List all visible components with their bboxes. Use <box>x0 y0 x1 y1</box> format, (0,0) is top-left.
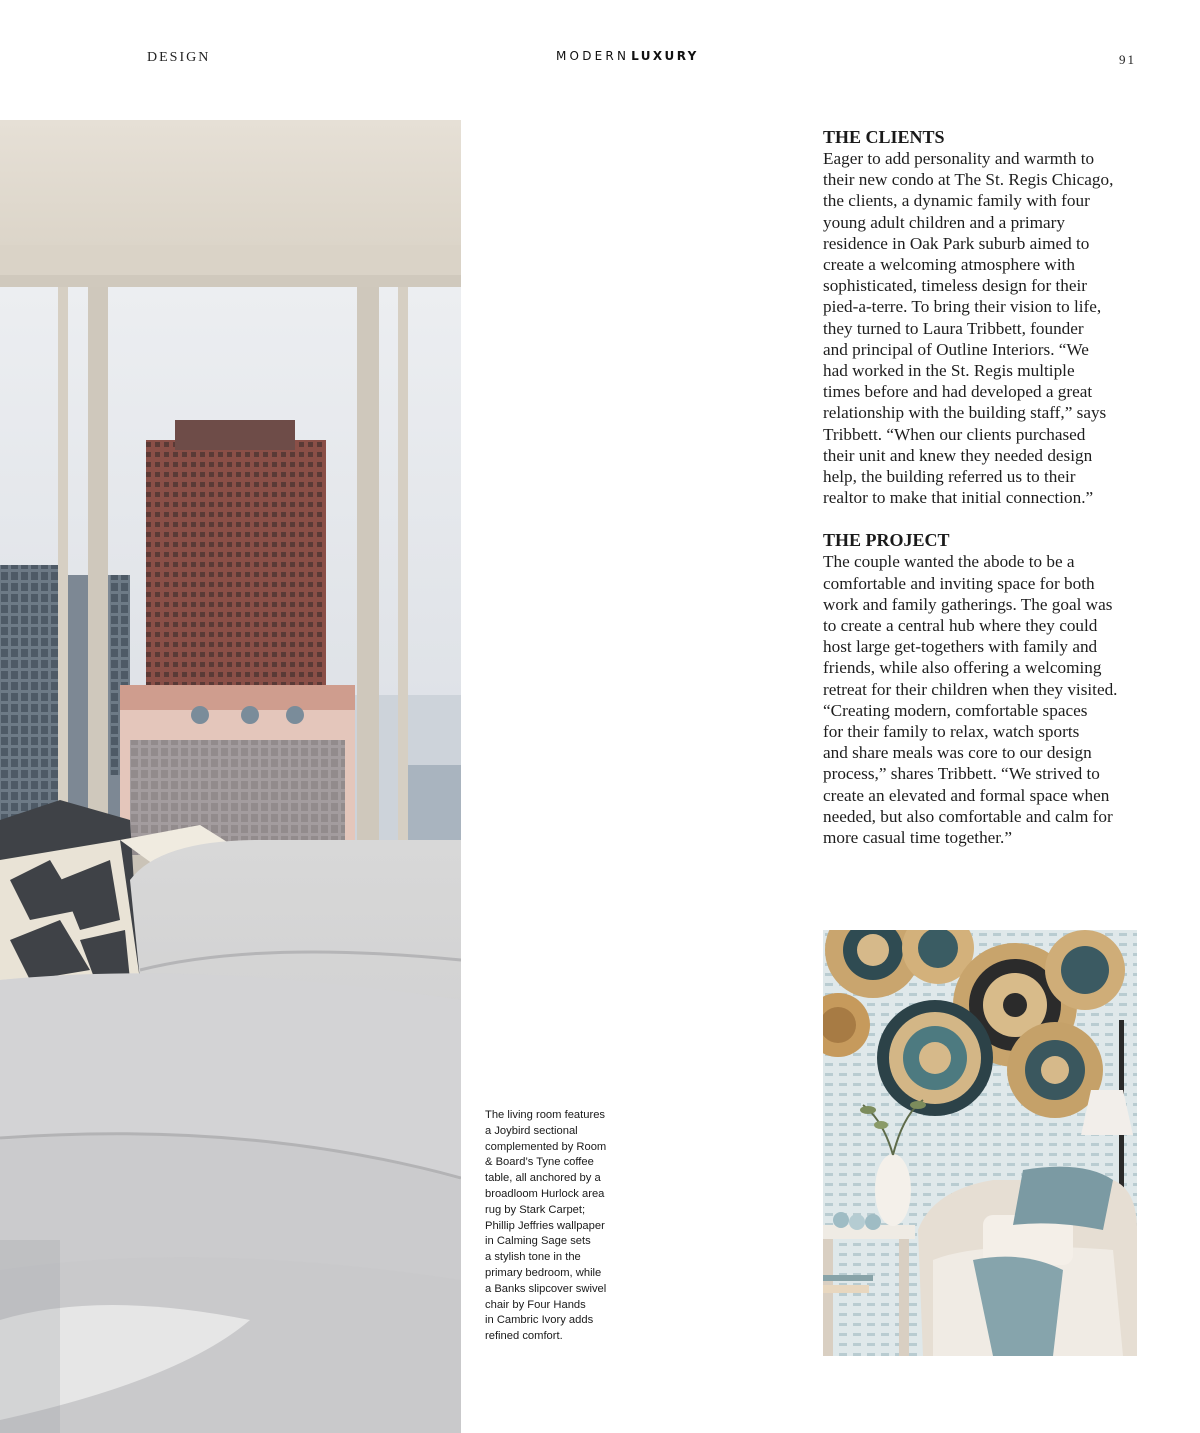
article-body <box>823 126 1153 848</box>
text-line: pied-a-terre. To bring their vision to life, <box>823 297 1102 317</box>
text-line: relationship with the building staff,” says <box>823 403 1107 423</box>
text-line: “Creating modern, comfortable spaces <box>823 700 1088 720</box>
bedroom-baskets-photo <box>823 930 1137 1356</box>
text-line: The couple wanted the abode to be a <box>823 552 1075 572</box>
project-heading: THE PROJECT <box>823 530 950 551</box>
text-line: help, the building referred us to their <box>823 467 1076 487</box>
caption-line: in Calming Sage sets <box>485 1235 591 1248</box>
text-line: for their family to relax, watch sports <box>823 722 1080 742</box>
project-paragraph <box>823 551 1153 848</box>
text-line: had worked in the St. Regis multiple <box>823 361 1075 381</box>
caption-line: table, all anchored by a <box>485 1172 601 1185</box>
clients-paragraph <box>823 148 1153 508</box>
logo-modern: MODERN <box>556 49 630 63</box>
caption-line: Phillip Jeffries wallpaper <box>485 1219 605 1232</box>
text-line: residence in Oak Park suburb aimed to <box>823 233 1090 253</box>
caption-line: complemented by Room <box>485 1140 607 1153</box>
caption-line: primary bedroom, while <box>485 1266 602 1279</box>
caption-line: broadloom Hurlock area <box>485 1187 605 1200</box>
text-line: host large get-togethers with family and <box>823 637 1098 657</box>
text-line: Tribbett. “When our clients purchased <box>823 424 1086 444</box>
caption-line: & Board’s Tyne coffee <box>485 1156 594 1169</box>
magazine-logo <box>556 49 731 63</box>
caption-line: The living room features <box>485 1109 606 1121</box>
text-line: process,” shares Tribbett. “We strived to <box>823 764 1100 784</box>
text-line: sophisticated, timeless design for their <box>823 276 1087 296</box>
text-line: and share meals was core to our design <box>823 743 1092 763</box>
text-line: comfortable and inviting space for both <box>823 573 1095 593</box>
text-line: realtor to make that initial connection.” <box>823 488 1094 508</box>
text-line: their new condo at The St. Regis Chicago, <box>823 170 1114 190</box>
clients-heading: THE CLIENTS <box>823 127 945 147</box>
text-line: young adult children and a primary <box>823 212 1065 232</box>
text-line: the clients, a dynamic family with four <box>823 191 1090 211</box>
caption-line: a Joybird sectional <box>485 1124 578 1137</box>
caption-line: in Cambric Ivory adds <box>485 1314 594 1327</box>
living-room-photo <box>0 120 461 1433</box>
text-line: more casual time together.” <box>823 828 1012 848</box>
caption-line: a stylish tone in the <box>485 1251 581 1264</box>
text-line: their unit and knew they needed design <box>823 445 1093 465</box>
text-line: times before and had developed a great <box>823 382 1093 402</box>
logo-luxury: LUXURY <box>631 49 699 63</box>
caption-line: rug by Stark Carpet; <box>485 1203 586 1216</box>
text-line: they turned to Laura Tribbett, founder <box>823 318 1084 338</box>
text-line: to create a central hub where they could <box>823 616 1098 636</box>
page-number: 91 <box>1119 52 1136 67</box>
caption-line: a Banks slipcover swivel <box>485 1282 607 1295</box>
text-line: create a welcoming atmosphere with <box>823 255 1075 275</box>
section-label: DESIGN <box>147 50 211 65</box>
caption-line: chair by Four Hands <box>485 1298 586 1311</box>
text-line: Eager to add personality and warmth to <box>823 149 1095 168</box>
text-line: needed, but also comfortable and calm for <box>823 806 1113 826</box>
caption-line: refined comfort. <box>485 1330 563 1343</box>
text-line: create an elevated and formal space when <box>823 785 1110 805</box>
text-line: retreat for their children when they visited. <box>823 679 1118 699</box>
text-line: and principal of Outline Interiors. “We <box>823 339 1089 359</box>
photo-caption <box>485 1108 625 1345</box>
text-line: friends, while also offering a welcoming <box>823 658 1102 678</box>
text-line: work and family gatherings. The goal was <box>823 594 1113 614</box>
